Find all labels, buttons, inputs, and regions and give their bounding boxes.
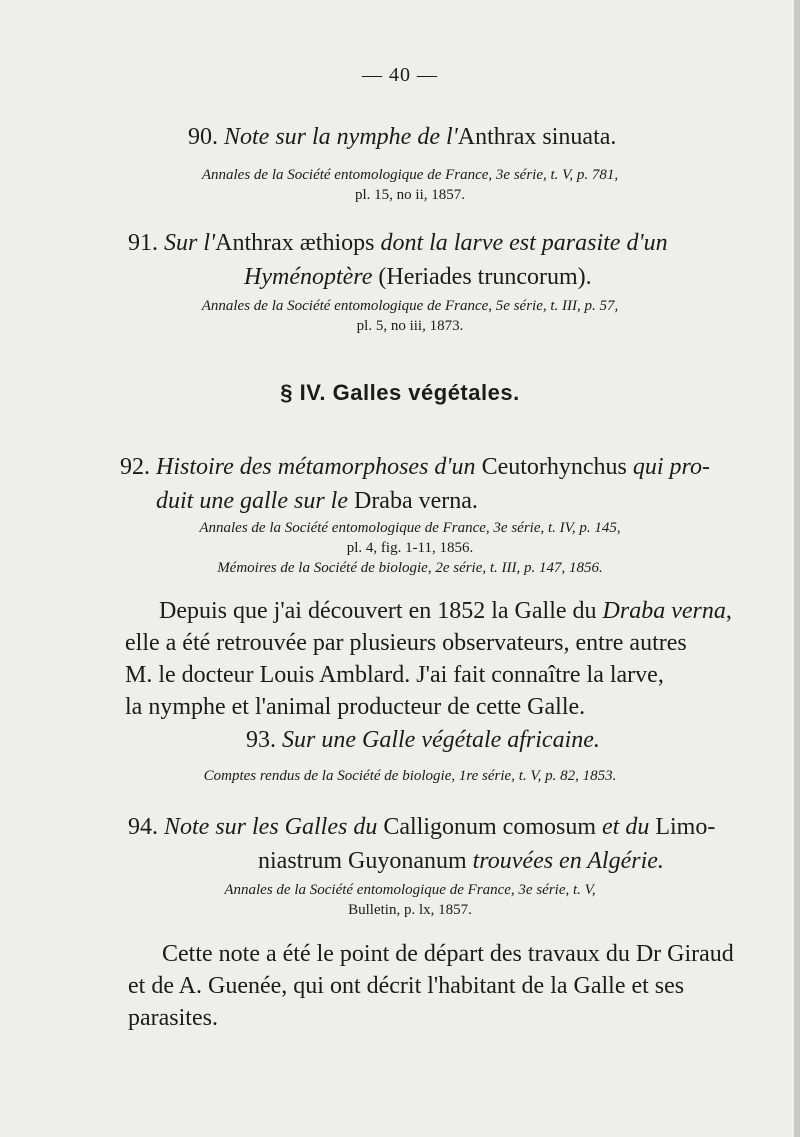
reference-line: Mémoires de la Société de biologie, 2e série, t. III, p. 147, 1856.	[217, 560, 603, 576]
paragraph-line: M. le docteur Louis Amblard. J'ai fait connaître la larve,	[125, 662, 664, 688]
entry-90-title	[188, 120, 616, 154]
title-text: et du	[602, 814, 650, 840]
reference-line: Annales de la Société entomologique de France, 3e série, t. V, p. 781,	[201, 167, 619, 183]
reference-line: Annales de la Société entomologique de France, 3e série, t. IV, p. 145,	[199, 520, 621, 536]
entry-92-title	[120, 450, 710, 518]
paragraph-taxon: Draba verna	[602, 598, 726, 624]
entry-91-reference	[150, 296, 670, 336]
title-taxon: Ceutorhynchus	[481, 454, 627, 480]
page-edge	[794, 0, 800, 1137]
title-taxon: Anthrax sinuata	[457, 124, 611, 150]
title-text: Hyménoptère	[244, 264, 373, 290]
title-text: Note sur la nymphe de l'	[224, 124, 458, 150]
title-text: duit une galle sur le	[156, 488, 348, 514]
title-text: Histoire des métamorphoses d'un	[156, 454, 476, 480]
reference-line: Comptes rendus de la Société de biologie, 1re série, t. V, p. 82, 1853.	[203, 768, 617, 784]
reference-line: pl. 15, no ii, 1857.	[354, 187, 465, 203]
entry-number: 92.	[120, 454, 150, 480]
entry-91-title	[128, 226, 700, 294]
reference-line: pl. 5, no iii, 1873.	[356, 318, 464, 334]
reference-line: Annales de la Société entomologique de France, 3e série, t. V,	[224, 882, 596, 898]
entry-90-reference	[140, 165, 680, 205]
entry-93-title	[246, 723, 600, 757]
reference-line: pl. 4, fig. 1-11, 1856.	[346, 540, 474, 556]
title-taxon: Limo-	[655, 814, 716, 840]
reference-line: Bulletin, p. lx, 1857.	[348, 902, 472, 918]
paragraph-line: elle a été retrouvée par plusieurs observateurs, entre autres	[125, 630, 687, 656]
paragraph-punct: ,	[725, 598, 732, 624]
title-taxon: Draba verna	[353, 488, 472, 514]
paragraph-line: la nymphe et l'animal producteur de cette Galle.	[125, 694, 586, 720]
title-text: Note sur les Galles du	[164, 814, 378, 840]
section-heading: § IV. Galles végétales.	[280, 380, 520, 405]
title-text: Sur une Galle végétale africaine.	[282, 727, 600, 753]
entry-92-paragraph	[125, 595, 732, 723]
entry-number: 90.	[188, 124, 218, 150]
title-taxon: niastrum Guyonanum	[258, 848, 467, 874]
entry-94-paragraph	[128, 938, 734, 1034]
title-taxon: Anthrax æthiops	[215, 230, 375, 256]
title-text: trouvées en Algérie.	[472, 848, 664, 874]
title-taxon: Calligonum comosum	[383, 814, 596, 840]
entry-number: 93.	[246, 727, 276, 753]
entry-94-reference	[140, 880, 680, 920]
entry-number: 91.	[128, 230, 158, 256]
entry-93-reference	[140, 766, 680, 786]
paragraph-text: Depuis que j'ai découvert en 1852 la Galle du	[159, 598, 597, 624]
title-text: Sur l'	[164, 230, 216, 256]
reference-line: Annales de la Société entomologique de France, 5e série, t. III, p. 57,	[201, 298, 619, 314]
title-taxon: (Heriades truncorum).	[372, 264, 592, 290]
entry-92-reference	[140, 518, 680, 578]
page-number: — 40 —	[362, 64, 438, 86]
paragraph-line: Cette note a été le point de départ des travaux du Dr Giraud	[162, 941, 734, 967]
title-text: qui pro-	[632, 454, 710, 480]
title-punct: .	[610, 124, 617, 150]
entry-94-title	[128, 810, 716, 878]
paragraph-line: parasites.	[128, 1005, 218, 1031]
title-text: dont la larve est parasite d'un	[374, 230, 668, 256]
title-punct: .	[471, 488, 478, 514]
paragraph-line: et de A. Guenée, qui ont décrit l'habitant de la Galle et ses	[128, 973, 685, 999]
entry-number: 94.	[128, 814, 158, 840]
